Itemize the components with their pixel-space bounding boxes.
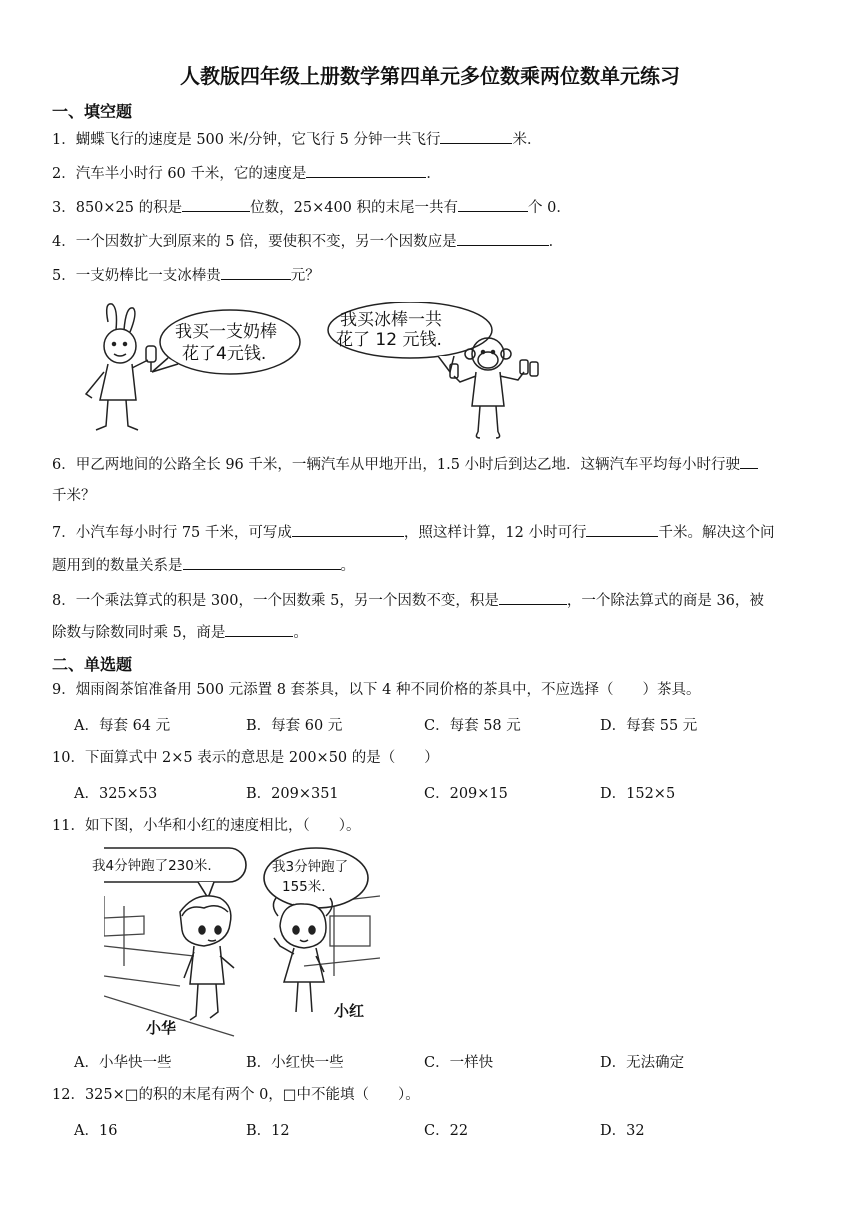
answer-blank[interactable]	[458, 197, 528, 212]
question-10: 10．下面算式中 2×5 表示的意思是 200×50 的是（ ）	[52, 750, 439, 766]
answer-blank[interactable]	[182, 197, 250, 212]
option-d[interactable]: D．无法确定	[600, 1055, 685, 1071]
option-a[interactable]: A．小华快一些	[74, 1055, 172, 1071]
option-a[interactable]: A．16	[74, 1123, 118, 1139]
question-2: 2．汽车半小时行 60 千米，它的速度是 ．	[52, 163, 441, 184]
girl-speech-line-1: 我3分钟跑了	[272, 859, 349, 875]
question-8: 8．一个乘法算式的积是 300，一个因数乘 5，另一个因数不变，积是 ，一个除法算式的商是 36，被	[52, 590, 764, 611]
option-c[interactable]: C．每套 58 元	[424, 718, 521, 734]
section-single-choice: 二、单选题	[52, 655, 133, 674]
answer-blank[interactable]	[740, 454, 758, 469]
rabbit-monkey-illustration	[78, 302, 558, 442]
girl-name-label: 小红	[334, 1002, 365, 1020]
question-3: 3．850×25 的积是 位数，25×400 积的末尾一共有 个 0．	[52, 197, 571, 218]
option-b[interactable]: B．小红快一些	[246, 1055, 344, 1071]
option-b[interactable]: B．209×351	[246, 786, 339, 802]
answer-blank[interactable]	[586, 522, 658, 537]
boy-name-label: 小华	[146, 1019, 177, 1037]
answer-blank[interactable]	[183, 555, 341, 570]
girl-speech-line-2: 155米.	[282, 879, 326, 895]
answer-blank[interactable]	[225, 622, 293, 637]
question-12: 12．325×□的积的末尾有两个 0，□中不能填（ ）。	[52, 1087, 420, 1103]
section-fill-blank: 一、填空题	[52, 102, 133, 121]
question-6: 6．甲乙两地间的公路全长 96 千米，一辆汽车从甲地开出，1.5 小时后到达乙地．这辆汽车平均每小时行驶	[52, 454, 758, 475]
question-8-cont: 除数与除数同时乘 5，商是 。	[52, 622, 308, 643]
girl-figure	[273, 898, 332, 1012]
answer-blank[interactable]	[499, 590, 567, 605]
question-7: 7．小汽车每小时行 75 千米，可写成 ，照这样计算，12 小时可行 千米。解决这个问	[52, 522, 774, 543]
option-d[interactable]: D．32	[600, 1123, 645, 1139]
option-c[interactable]: C．209×15	[424, 786, 508, 802]
question-7-cont: 题用到的数量关系是 。	[52, 555, 355, 576]
answer-blank[interactable]	[306, 163, 426, 178]
question-4: 4．一个因数扩大到原来的 5 倍，要使积不变，另一个因数应是 ．	[52, 231, 563, 252]
monkey-speech-line-2: 花了 12 元钱.	[336, 330, 442, 350]
rabbit-speech-line-1: 我买一支奶棒	[175, 322, 277, 342]
speech-bubble	[160, 310, 300, 374]
option-b[interactable]: B．每套 60 元	[246, 718, 343, 734]
answer-blank[interactable]	[221, 265, 291, 280]
question-6-cont: 千米？	[52, 488, 96, 504]
answer-blank[interactable]	[457, 231, 549, 246]
boy-figure	[180, 896, 234, 1020]
option-d[interactable]: D．每套 55 元	[600, 718, 698, 734]
answer-blank[interactable]	[292, 522, 404, 537]
option-d[interactable]: D．152×5	[600, 786, 676, 802]
option-a[interactable]: A．325×53	[74, 786, 158, 802]
option-c[interactable]: C．22	[424, 1123, 469, 1139]
monkey-speech-line-1: 我买冰棒一共	[340, 310, 442, 330]
rabbit-speech-line-2: 花了4元钱.	[182, 344, 267, 364]
question-9: 9．烟雨阁茶馆准备用 500 元添置 8 套茶具，以下 4 种不同价格的茶具中，不应选择（ ）茶具。	[52, 682, 701, 698]
question-11: 11．如下图，小华和小红的速度相比，（ ）。	[52, 818, 361, 834]
option-c[interactable]: C．一样快	[424, 1055, 494, 1071]
question-1-text: 1．蝴蝶飞行的速度是 500 米/分钟，它飞行 5 分钟一共飞行	[52, 132, 441, 148]
rabbit-figure	[86, 304, 156, 430]
question-1: 1．蝴蝶飞行的速度是 500 米/分钟，它飞行 5 分钟一共飞行 米．	[52, 129, 541, 150]
monkey-figure	[450, 338, 538, 438]
option-b[interactable]: B．12	[246, 1123, 290, 1139]
boy-speech: 我4分钟跑了230米.	[92, 858, 212, 874]
option-a[interactable]: A．每套 64 元	[74, 718, 171, 734]
page-title: 人教版四年级上册数学第四单元多位数乘两位数单元练习	[180, 64, 680, 88]
question-5: 5．一支奶棒比一支冰棒贵 元？	[52, 265, 320, 286]
answer-blank[interactable]	[440, 129, 512, 144]
